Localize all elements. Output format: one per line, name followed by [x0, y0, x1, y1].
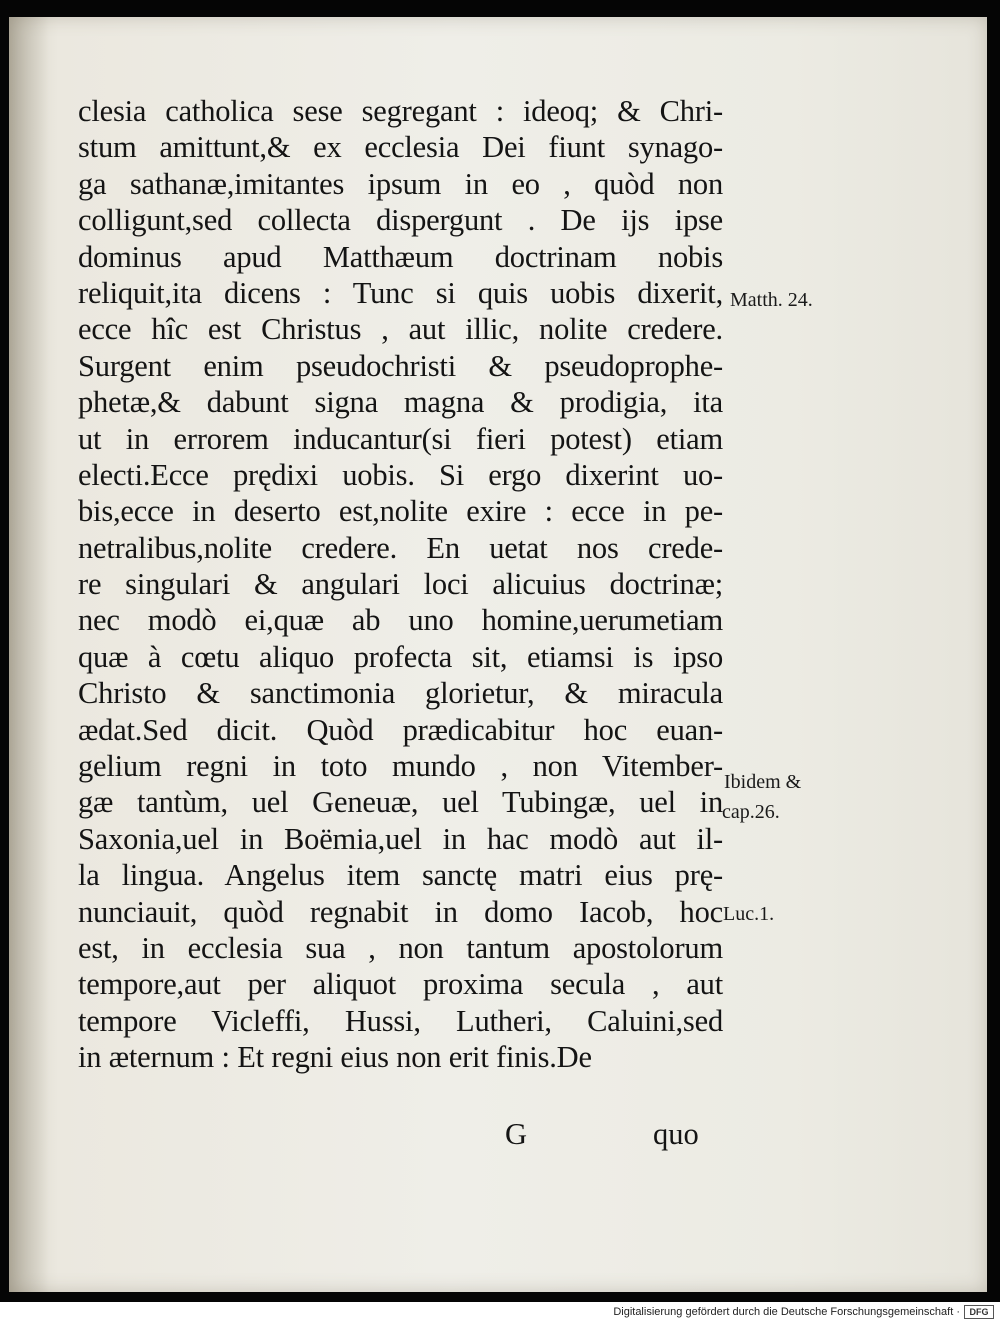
text-line: reliquit,ita dicens : Tunc si quis uobis dixerit, [78, 275, 723, 310]
text-line: clesia catholica sese segregant : ideoq; & Chri- [78, 94, 723, 128]
text-line: ut in errorem inducantur(si fieri potest) etiam [78, 421, 723, 456]
text-line: tempore Vicleffi, Hussi, Lutheri, Caluini,sed [78, 1003, 723, 1038]
text-line: colligunt,sed collecta dispergunt . De ijs ipse [78, 203, 723, 238]
text-line: bis,ecce in deserto est,nolite exire : ecce in pe- [78, 494, 723, 529]
text-line: phetæ,& dabunt signa magna & prodigia, ita [78, 385, 723, 420]
text-line: gæ tantùm, uel Geneuæ, uel Tubingæ, uel in [78, 785, 723, 820]
marginal-note-matthew: Matth. 24. [730, 289, 813, 311]
text-line: la lingua. Angelus item sanctę matri eius prę- [78, 858, 723, 893]
signature-mark: G [505, 1117, 528, 1151]
text-line: est, in ecclesia sua , non tantum apostolorum [78, 930, 723, 965]
text-line: netralibus,nolite credere. En uetat nos crede- [78, 530, 723, 565]
funding-credit: Digitalisierung gefördert durch die Deutsche Forschungsgemeinschaft · [613, 1306, 960, 1318]
text-line: in æternum : Et regni eius non erit finis.De [78, 1040, 592, 1075]
text-line: stum amittunt,& ex ecclesia Dei fiunt synago- [78, 130, 723, 165]
dfg-logo: DFG [964, 1305, 994, 1319]
marginal-note-chapter: cap.26. [722, 801, 780, 823]
text-line: dominus apud Matthæum doctrinam nobis [78, 239, 723, 274]
footer-bar [0, 1302, 1000, 1322]
text-line: ædat.Sed dicit. Quòd prædicabitur hoc euan- [78, 712, 723, 747]
text-line: electi.Ecce prędixi uobis. Si ergo dixerint uo- [78, 457, 723, 492]
text-line: quæ à cœtu aliquo profecta sit, etiamsi is ipso [78, 639, 723, 674]
text-line: ecce hîc est Christus , aut illic, nolite credere. [78, 312, 723, 347]
text-line: tempore,aut per aliquot proxima secula , aut [78, 967, 723, 1002]
text-line: ga sathanæ,imitantes ipsum in eo , quòd non [78, 166, 723, 201]
text-line: nunciauit, quòd regnabit in domo Iacob, hoc [78, 894, 723, 929]
gutter-shadow [9, 17, 49, 1292]
text-line: re singulari & angulari loci alicuius doctrinæ; [78, 567, 723, 602]
marginal-note-ibidem: Ibidem & [724, 771, 802, 793]
text-line: Christo & sanctimonia glorietur, & miracula [78, 676, 723, 711]
text-line: Surgent enim pseudochristi & pseudoprophe- [78, 348, 723, 383]
text-line: Saxonia,uel in Boëmia,uel in hac modò aut il- [78, 821, 723, 856]
main-text-block [78, 93, 723, 1076]
text-line: nec modò ei,quæ ab uno homine,uerumetiam [78, 603, 723, 638]
text-line: gelium regni in toto mundo , non Vitember- [78, 749, 723, 784]
catchword: quo [653, 1117, 699, 1151]
marginal-note-luke: Luc.1. [723, 903, 775, 925]
